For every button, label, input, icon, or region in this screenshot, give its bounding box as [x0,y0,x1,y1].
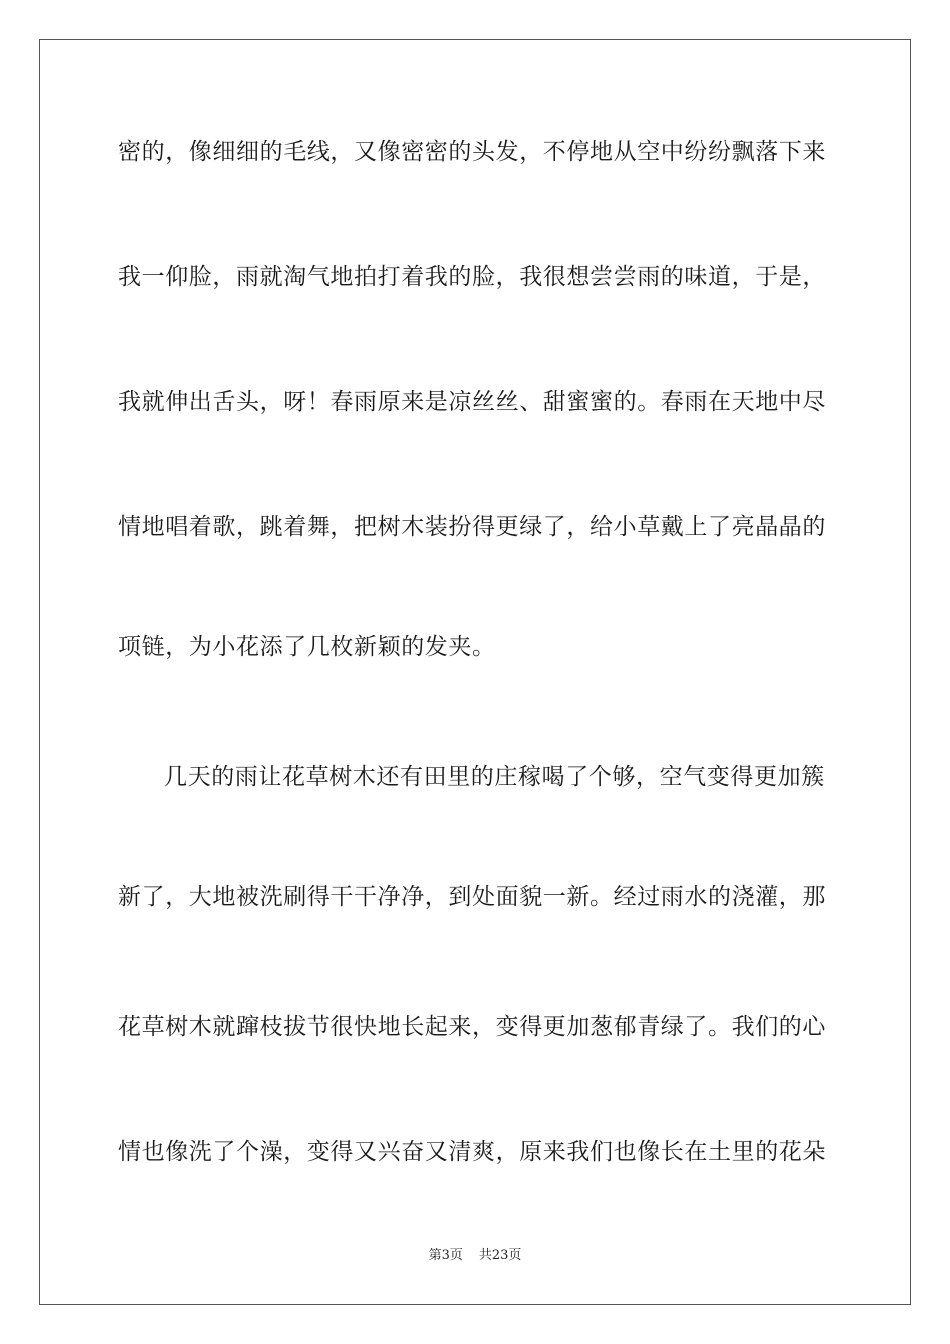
paragraph-line: 几天的雨让花草树木还有田里的庄稼喝了个够，空气变得更加簇 [164,764,825,790]
page-total: 共23页 [478,1248,522,1263]
page-footer [0,1247,950,1265]
paragraph-line: 新了，大地被洗刷得干干净净，到处面貌一新。经过雨水的浇灌，那 [118,884,826,910]
page-number: 第3页 [428,1248,463,1263]
paragraph-line: 密的，像细细的毛线，又像密密的头发，不停地从空中纷纷飘落下来 [118,139,826,165]
paragraph-line: 我一仰脸，雨就淘气地拍打着我的脸，我很想尝尝雨的味道，于是， [118,264,826,290]
paragraph-line: 花草树木就蹿枝拔节很快地长起来，变得更加葱郁青绿了。我们的心 [118,1014,826,1040]
paragraph-line: 情也像洗了个澡，变得又兴奋又清爽，原来我们也像长在土里的花朵 [118,1139,826,1165]
paragraph-line: 我就伸出舌头，呀！春雨原来是凉丝丝、甜蜜蜜的。春雨在天地中尽 [118,389,826,415]
paragraph-line: 情地唱着歌，跳着舞，把树木装扮得更绿了，给小草戴上了亮晶晶的 [118,514,826,540]
paragraph-line: 项链，为小花添了几枚新颖的发夹。 [118,634,496,660]
page-border [39,39,911,1305]
